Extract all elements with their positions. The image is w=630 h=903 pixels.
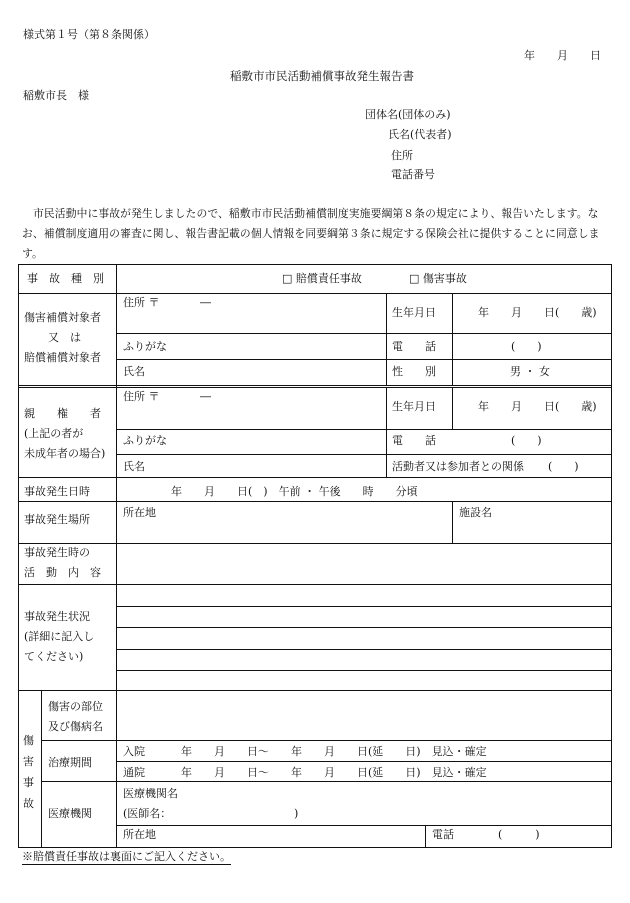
guardian-label-3: 未成年者の場合): [24, 447, 106, 460]
guardian-furigana-label: ふりがな: [123, 434, 167, 447]
situation-label-3: てください): [24, 650, 84, 663]
row-line: [19, 543, 611, 544]
row-line: [41, 781, 611, 782]
row-line: [19, 477, 611, 478]
target-label-3: 賠償補償対象者: [24, 351, 101, 364]
col-divider-hospital-phone: [425, 825, 426, 848]
injury-accident-checkbox[interactable]: □ 傷害事故: [409, 272, 467, 285]
relation-label: 活動者又は参加者との関係: [392, 460, 524, 473]
row-line: [116, 606, 611, 607]
page-title: 稲敷市市民活動補償事故発生報告書: [230, 69, 414, 83]
row-line: [116, 454, 611, 455]
target-address-label: 住所 〒: [123, 296, 160, 309]
row-line: [19, 387, 611, 388]
guardian-phone-label: 電 話: [392, 434, 436, 447]
place-facility-label: 施設名: [459, 506, 492, 519]
injury-part-label-2: 及び傷病名: [48, 720, 103, 733]
hospital-location-label: 所在地: [123, 828, 156, 841]
form-number: 様式第１号（第８条関係）: [23, 28, 155, 41]
hospital-name-label: 医療機関名: [123, 787, 178, 800]
situation-label-2: (詳細に記入し: [24, 630, 95, 643]
guardian-birth-label: 生年月日: [392, 400, 436, 413]
row-line: [19, 584, 611, 585]
row-line: [41, 740, 611, 741]
row-line: [116, 649, 611, 650]
guardian-address-label: 住所 〒: [123, 390, 160, 403]
hospital-phone-value[interactable]: ( ): [498, 828, 540, 841]
target-furigana-label: ふりがな: [123, 340, 167, 353]
situation-label-1: 事故発生状況: [24, 610, 90, 623]
liability-accident-checkbox[interactable]: □ 賠償責任事故: [282, 272, 362, 285]
injury-part-label-1: 傷害の部位: [48, 700, 103, 713]
representative-name-label: 氏名(代表者): [388, 128, 452, 141]
col-divider-guardian: [386, 387, 387, 477]
target-birth-label: 生年月日: [392, 306, 436, 319]
row-line: [116, 761, 611, 762]
target-address-dash: ―: [200, 296, 211, 309]
target-name-label: 氏名: [123, 365, 145, 378]
target-phone-label: 電 話: [392, 340, 436, 353]
target-sex-label: 性 別: [392, 365, 436, 378]
inpatient-period[interactable]: 年 月 日〜 年 月 日(延 日) 見込・確定: [181, 745, 487, 758]
guardian-phone-value[interactable]: ( ): [511, 434, 542, 447]
date-line: 年 月 日: [524, 49, 601, 62]
doctor-close-paren: ): [294, 807, 299, 820]
intro-paragraph: 市民活動中に事故が発生しましたので、稲敷市市民活動補償制度実施要綱第８条の規定により、報告いたします。なお、補償制度適用の審査に関し、報告書記載の個人情報を同要綱第３条に規定する保険会社に提供することに同意します。: [22, 207, 600, 260]
guardian-name-label: 氏名: [123, 460, 145, 473]
target-phone-value[interactable]: ( ): [511, 340, 542, 353]
row-line: [116, 825, 611, 826]
col-divider-facility: [452, 501, 453, 543]
footnote: ※賠償責任事故は裏面にご記入ください。: [22, 850, 231, 863]
outpatient-label: 通院: [123, 766, 145, 779]
relation-value[interactable]: ( ): [548, 460, 579, 473]
row-line: [116, 359, 611, 360]
target-birth-value[interactable]: 年 月 日( 歳): [478, 306, 597, 319]
col-divider-guardian-value: [452, 387, 453, 429]
datetime-value[interactable]: 年 月 日( ) 午前 ・ 午後 時 分頃: [171, 485, 418, 498]
treatment-label: 治療期間: [48, 756, 92, 769]
place-label: 事故発生場所: [24, 513, 90, 526]
doctor-name-label: (医師名：: [123, 807, 172, 820]
activity-label-1: 事故発生時の: [24, 546, 90, 559]
row-line: [116, 429, 611, 430]
outpatient-period[interactable]: 年 月 日〜 年 月 日(延 日) 見込・確定: [181, 766, 487, 779]
row-line: [19, 385, 611, 386]
datetime-label: 事故発生日時: [24, 485, 90, 498]
injury-side-label: 傷害事故: [23, 734, 34, 810]
target-sex-value[interactable]: 男 ・ 女: [510, 365, 550, 378]
row-line: [116, 627, 611, 628]
target-label-2: 又 は: [48, 331, 81, 344]
row-line: [19, 501, 611, 502]
col-divider-target: [386, 293, 387, 385]
row-line: [116, 333, 611, 334]
guardian-birth-value[interactable]: 年 月 日( 歳): [478, 400, 597, 413]
target-label-1: 傷害補償対象者: [24, 311, 101, 324]
row-line: [19, 293, 611, 294]
guardian-label-2: (上記の者が: [24, 427, 84, 440]
applicant-phone-label: 電話番号: [391, 168, 435, 181]
hospital-phone-label: 電話: [432, 828, 454, 841]
col-divider-injury-side: [41, 690, 42, 848]
addressee: 稲敷市長 様: [23, 89, 89, 102]
accident-type-label: 事 故 種 別: [27, 272, 104, 285]
activity-label-2: 活 動 内 容: [24, 566, 101, 579]
guardian-label-1: 親 権 者: [24, 407, 101, 420]
col-divider-target-value: [452, 293, 453, 385]
row-line: [19, 690, 611, 691]
row-line: [116, 670, 611, 671]
group-name-label: 団体名(団体のみ): [365, 108, 451, 121]
place-location-label: 所在地: [123, 506, 156, 519]
hospital-label: 医療機関: [48, 807, 92, 820]
inpatient-label: 入院: [123, 745, 145, 758]
applicant-address-label: 住所: [391, 149, 413, 162]
guardian-address-dash: ―: [200, 390, 211, 403]
